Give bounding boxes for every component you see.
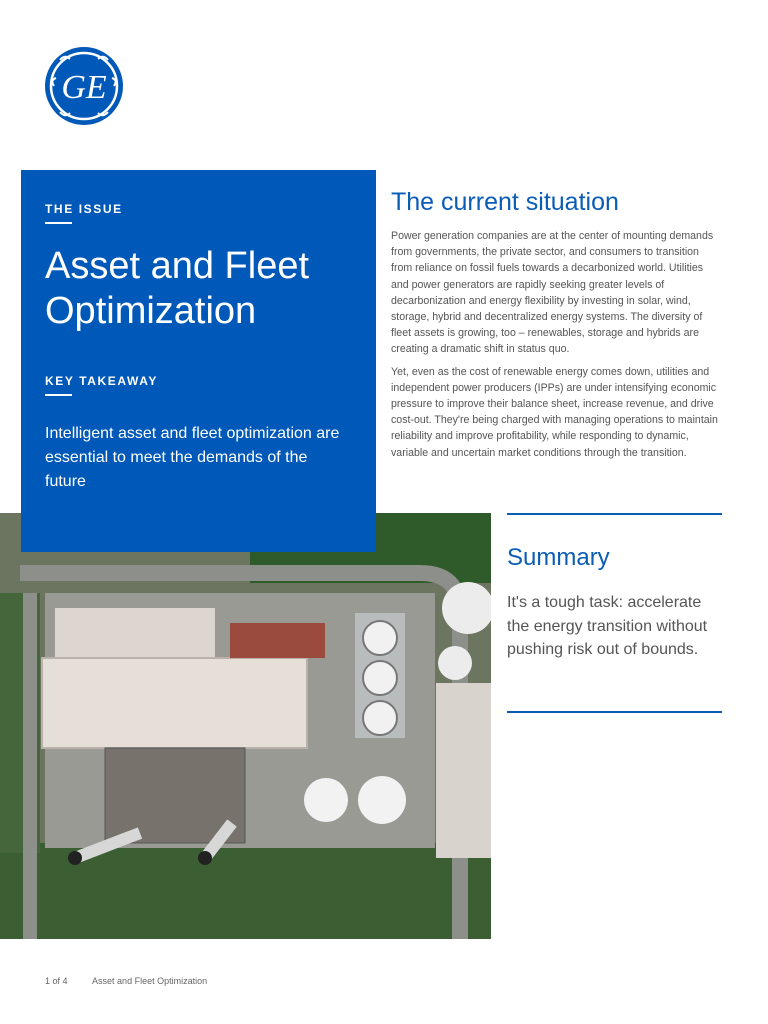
- summary-section: [507, 513, 722, 713]
- summary-heading: Summary: [507, 544, 610, 571]
- issue-kicker: THE ISSUE: [45, 202, 123, 216]
- current-situation-paragraph-2: Yet, even as the cost of renewable energy comes down, utilities and independent power producers (IPPs) are under intensifying economic pressure to improve their balance sheet, increase revenue, and drive cost-out. They're being charged with managing operations to maintain reliability and improve profitability, while responding to dynamic, variable and uncertain market conditions through the transition.: [391, 365, 718, 459]
- title-line-1: Asset and Fleet: [45, 245, 310, 287]
- ge-monogram-icon: [44, 46, 124, 126]
- power-plant-aerial-photo: [0, 513, 491, 939]
- takeaway-kicker: KEY TAKEAWAY: [45, 374, 159, 388]
- key-takeaway-text: Intelligent asset and fleet optimization are essential to meet the demands of the future: [45, 425, 340, 490]
- footer-doc-title: Asset and Fleet Optimization: [92, 976, 208, 986]
- page-number: 1 of 4: [45, 976, 68, 986]
- issue-panel: [21, 170, 376, 552]
- page-footer: [45, 976, 207, 986]
- title-line-2: Optimization: [45, 290, 257, 332]
- current-situation-paragraph-1: Power generation companies are at the center of mounting demands from governments, the private sector, and consumers to transition from reliance on fossil fuels towards a decarbonized world. Utilities and power generators are rapidly seeking greater levels of decarbonization and energy flexibility by investing in solar, wind, storage, hybrid and decentralized energy systems. The diversity of fleet assets is growing, too – renewables, storage and hybrids are creating a dramatic shift in status quo.: [391, 230, 714, 356]
- summary-text: It's a tough task: accelerate the energy transition without pushing risk out of bounds.: [507, 594, 708, 658]
- kicker-rule: [45, 222, 72, 224]
- ge-logo: [44, 46, 124, 126]
- svg-text:GE: GE: [61, 69, 107, 106]
- page-title: [45, 244, 352, 334]
- current-situation-section: [391, 186, 721, 461]
- current-situation-heading: The current situation: [391, 188, 619, 216]
- takeaway-rule: [45, 394, 72, 396]
